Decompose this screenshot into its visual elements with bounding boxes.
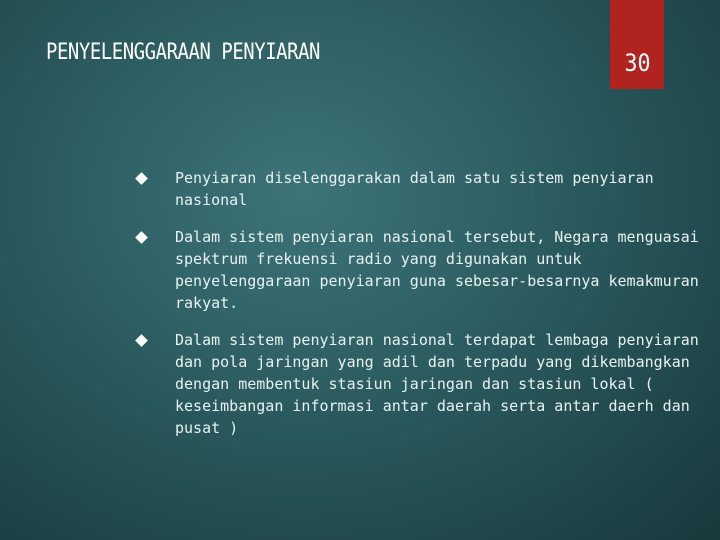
bullet-text: Dalam sistem penyiaran nasional terdapat lembaga penyiaran dan pola jaringan yang adil dan terpadu yang dikembangkan dengan membentuk stasiun jaringan dan stasiun lokal ( keseimbangan informasi antar daerah serta antar daerh dan pusat ) [175,331,699,437]
bullet-item [135,226,710,314]
bullet-text: Dalam sistem penyiaran nasional tersebut, Negara menguasai spektrum frekuensi radio yang digunakan untuk penyelenggaraan penyiaran guna sebesar-besarnya kemakmuran rakyat. [175,228,699,312]
bullet-item [135,329,710,439]
page-number-badge [610,0,664,89]
diamond-icon [135,231,148,244]
page-number: 30 [623,49,651,77]
diamond-icon [135,172,148,185]
slide-title: PENYELENGGARAAN PENYIARAN [46,40,321,65]
diamond-icon [135,334,148,347]
bullet-item [135,167,710,211]
bullet-text: Penyiaran diselenggarakan dalam satu sistem penyiaran nasional [175,169,654,209]
bullet-list [135,167,710,454]
